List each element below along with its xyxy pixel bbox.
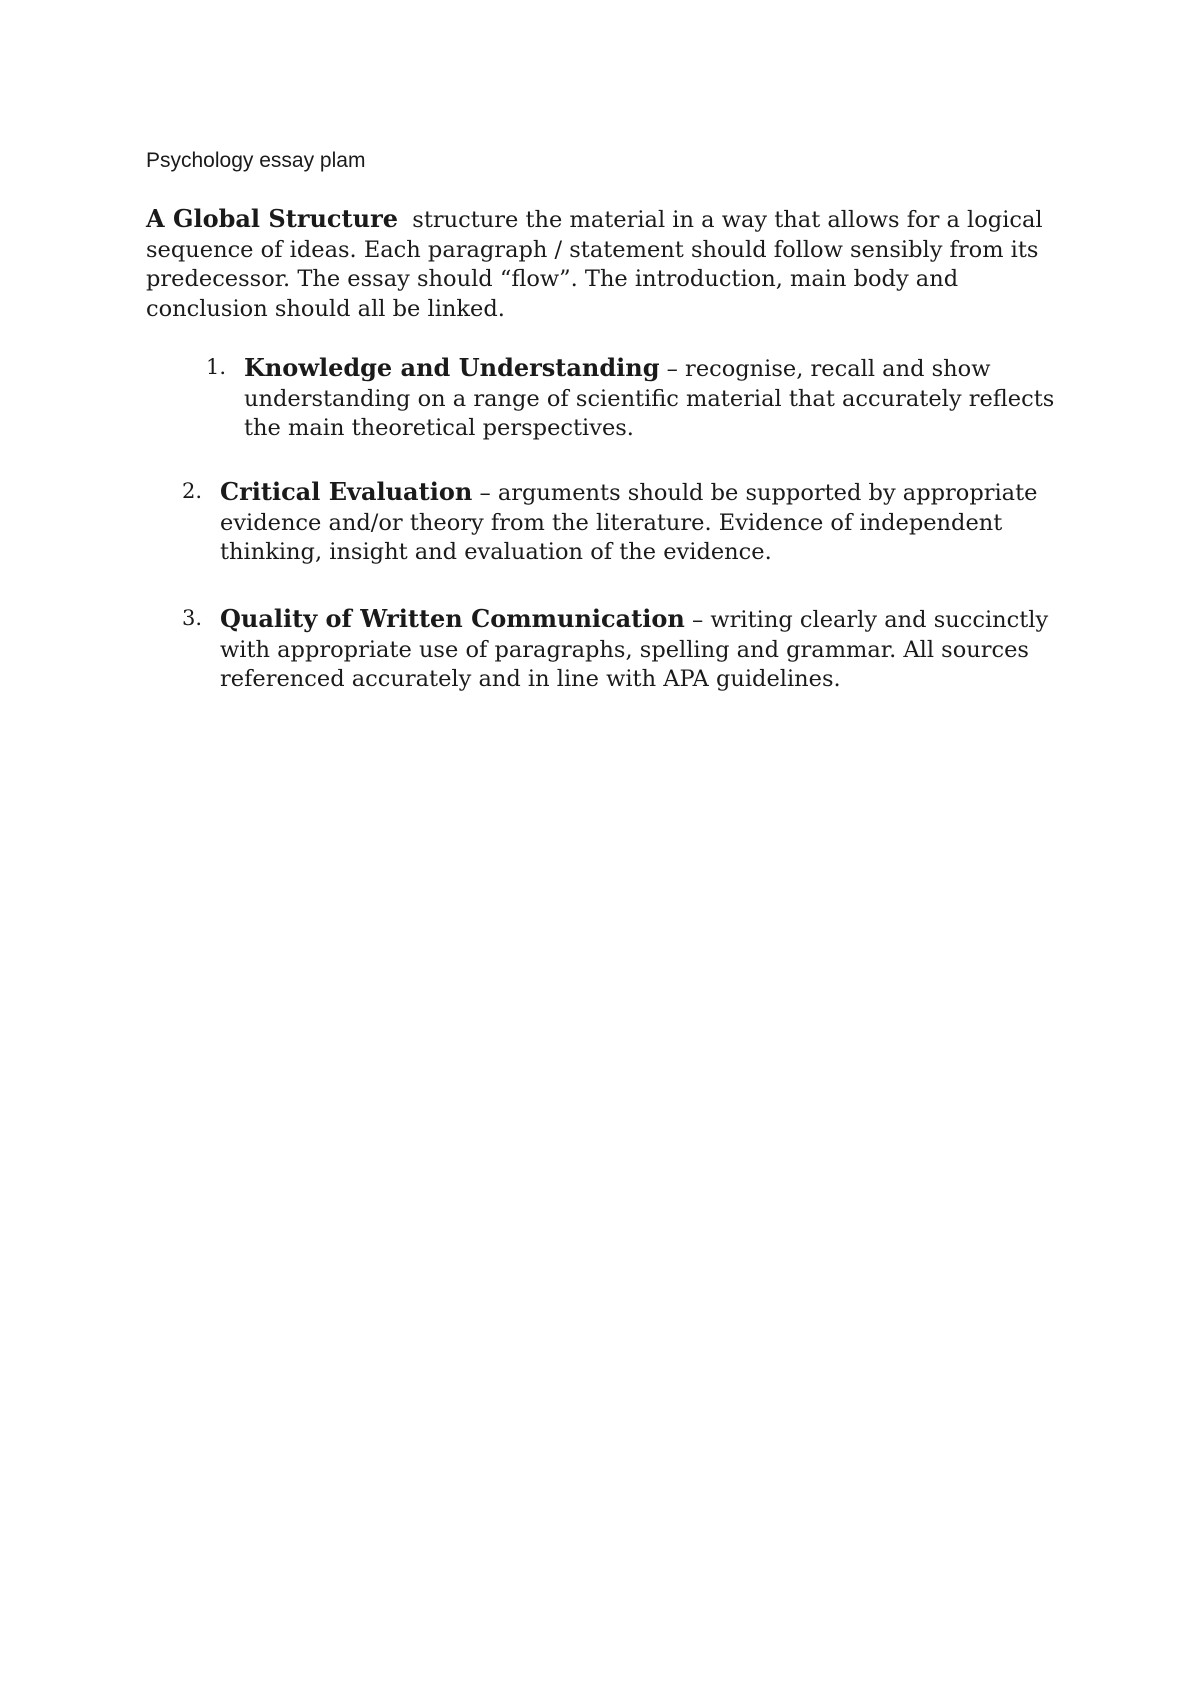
intro-text: structure the material in a way that allows for a logical sequence of ideas. Each paragraph / statement should follow sensibly from its predecessor. The essay should “flow”. The introduction, main body and conclusion should all be linked. bbox=[146, 207, 1043, 322]
list-item-body bbox=[244, 353, 1066, 444]
list-item-lead: Critical Evaluation bbox=[220, 477, 473, 506]
list-number: 1. bbox=[206, 355, 227, 379]
list-item-text: – arguments should be supported by appropriate evidence and/or theory from the literature. Evidence of independent thinking, insight and evaluation of the evidence. bbox=[220, 480, 1038, 565]
list-item-lead: Quality of Written Communication bbox=[220, 604, 685, 633]
list-item-lead: Knowledge and Understanding bbox=[244, 353, 660, 382]
intro-paragraph bbox=[146, 204, 1066, 324]
list-number: 3. bbox=[182, 606, 203, 630]
list-item-text: – recognise, recall and show understanding on a range of scientific material that accurately reflects the main theoretical perspectives. bbox=[244, 356, 1055, 441]
list-item-written-communication bbox=[182, 604, 1066, 695]
list-item-body bbox=[220, 604, 1066, 695]
document-title: Psychology essay plam bbox=[146, 149, 366, 172]
intro-lead: A Global Structure bbox=[146, 204, 398, 233]
list-number: 2. bbox=[182, 479, 203, 503]
list-item-critical-evaluation bbox=[182, 477, 1066, 568]
list-item-body bbox=[220, 477, 1066, 568]
list-item-knowledge bbox=[206, 353, 1066, 444]
list-item-text: – writing clearly and succinctly with appropriate use of paragraphs, spelling and grammar. All sources referenced accurately and in line with APA guidelines. bbox=[220, 607, 1049, 692]
